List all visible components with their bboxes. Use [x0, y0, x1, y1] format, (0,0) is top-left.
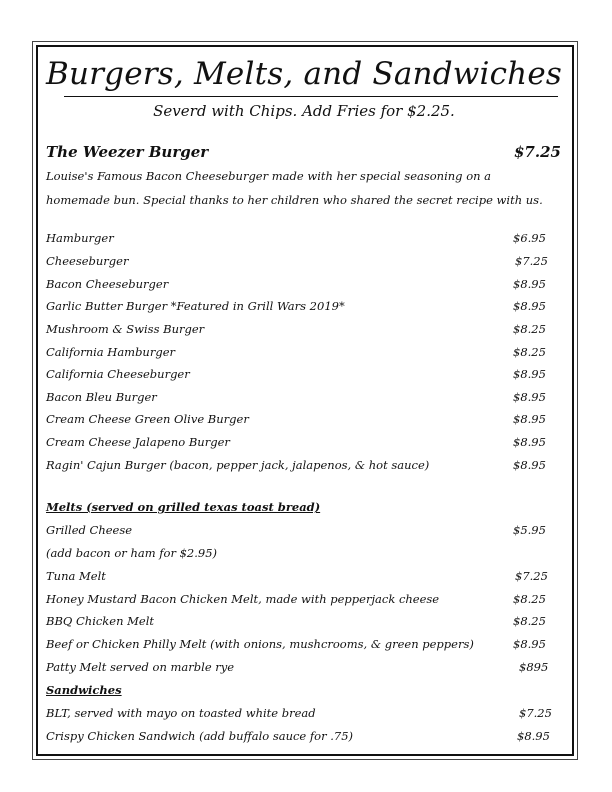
section-heading-sandwiches: Sandwiches: [46, 683, 122, 697]
menu-item-price: $8.25: [513, 614, 546, 628]
menu-item-name: Tuna Melt: [46, 569, 106, 583]
menu-item-name: Grilled Cheese: [46, 523, 133, 537]
menu-title: Burgers, Melts, and Sandwiches: [46, 56, 562, 92]
menu-item-price: $895: [519, 660, 549, 674]
menu-item-price: $8.25: [513, 322, 546, 336]
title-underline: [64, 96, 558, 97]
menu-item-name: California Hamburger: [46, 345, 176, 359]
menu-item-name: Bacon Bleu Burger: [46, 390, 157, 404]
menu-item-name: Cream Cheese Green Olive Burger: [46, 412, 249, 426]
menu-item-name: Honey Mustard Bacon Chicken Melt, made with pepperjack cheese: [46, 592, 440, 606]
featured-item-name: The Weezer Burger: [46, 143, 209, 161]
menu-item-name: Mushroom & Swiss Burger: [46, 322, 205, 336]
menu-item-name: Cheeseburger: [46, 254, 129, 268]
menu-item-name: Bacon Cheeseburger: [46, 277, 169, 291]
menu-item-price: $8.95: [513, 412, 546, 426]
featured-item-price: $7.25: [514, 143, 561, 161]
menu-item-name: Ragin' Cajun Burger (bacon, pepper jack, jalapenos, & hot sauce): [46, 458, 430, 472]
menu-item-name: Beef or Chicken Philly Melt (with onions, mushcrooms, & green peppers): [46, 637, 474, 651]
menu-item-name: BLT, served with mayo on toasted white bread: [46, 706, 316, 720]
featured-description-line-1: Louise's Famous Bacon Cheeseburger made with her special seasoning on a: [46, 169, 492, 183]
menu-item-price: $6.95: [513, 231, 546, 245]
menu-item-price: $8.95: [513, 435, 546, 449]
menu-item-name: Cream Cheese Jalapeno Burger: [46, 435, 230, 449]
menu-item-price: $8.95: [513, 458, 546, 472]
menu-item-note: (add bacon or ham for $2.95): [46, 546, 218, 560]
menu-item-price: $5.95: [513, 523, 546, 537]
menu-item-name: Garlic Butter Burger *Featured in Grill Wars 2019*: [46, 299, 345, 313]
menu-item-price: $8.25: [513, 345, 546, 359]
menu-item-name: California Cheeseburger: [46, 367, 190, 381]
menu-item-price: $8.25: [513, 592, 546, 606]
menu-item-name: Hamburger: [46, 231, 114, 245]
menu-subtitle: Severd with Chips. Add Fries for $2.25.: [153, 102, 455, 120]
menu-item-price: $7.25: [515, 254, 548, 268]
menu-item-price: $7.25: [519, 706, 552, 720]
menu-item-price: $8.95: [513, 277, 546, 291]
section-heading-melts: Melts (served on grilled texas toast bread): [46, 500, 321, 514]
menu-item-price: $8.95: [513, 367, 546, 381]
menu-item-price: $7.25: [515, 569, 548, 583]
menu-item-price: $8.95: [513, 637, 546, 651]
menu-item-name: BBQ Chicken Melt: [46, 614, 155, 628]
menu-item-name: Crispy Chicken Sandwich (add buffalo sauce for .75): [46, 729, 354, 743]
menu-item-name: Patty Melt served on marble rye: [46, 660, 235, 674]
menu-item-price: $8.95: [517, 729, 550, 743]
featured-description-line-2: homemade bun. Special thanks to her children who shared the secret recipe with us.: [46, 193, 543, 207]
menu-item-price: $8.95: [513, 390, 546, 404]
menu-item-price: $8.95: [513, 299, 546, 313]
